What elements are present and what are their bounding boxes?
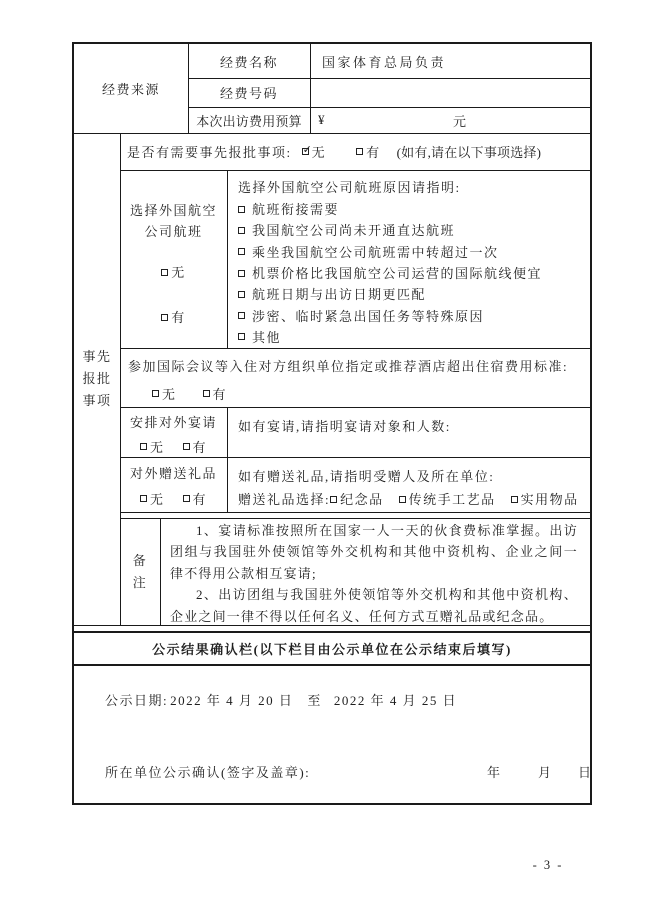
airline-reason-item: 机票价格比我国航空公司运营的国际航线便宜 — [238, 262, 590, 283]
checkbox-unchecked-icon — [356, 148, 363, 155]
banquet-options — [140, 437, 207, 456]
publicity-date-line — [105, 684, 585, 714]
airline-reasons-cell — [227, 170, 590, 348]
year-label: 年 — [487, 764, 502, 780]
hotel-options — [128, 384, 590, 403]
airline-label-line2: 公司航班 — [144, 224, 203, 239]
checkbox-unchecked-icon — [238, 291, 245, 298]
divider — [120, 512, 590, 513]
gifts-detail: 如有赠送礼品,请指明受赠人及所在单位: — [238, 469, 495, 484]
publicity-date-end: 2022 年 4 月 25 日 — [333, 692, 458, 708]
checkbox-unchecked-icon — [238, 227, 245, 234]
checkbox-unchecked-icon — [203, 390, 210, 397]
checkbox-unchecked-icon — [511, 496, 518, 503]
hotel-question: 参加国际会议等入住对方组织单位指定或推荐酒店超出住宿费用标准: — [128, 359, 569, 374]
airline-reason-item: 我国航空公司尚未开通直达航班 — [238, 219, 590, 240]
publicity-date-conjunction: 至 — [307, 692, 322, 708]
gifts-no-option: 无 — [140, 489, 165, 508]
banquet-no-option: 无 — [140, 437, 165, 456]
remarks-item-2: 2、出访团组与我国驻外使领馆等外交机构和其他中资机构、企业之间一律不得以任何名义、任何方式互赠礼品或纪念品。 — [170, 587, 578, 624]
hotel-yes-option: 有 — [203, 384, 228, 403]
need-note: (如有,请在以下事项选择) — [396, 145, 542, 160]
gift-option-handicraft: 传统手工艺品 — [399, 488, 496, 511]
gift-option-practical: 实用物品 — [511, 488, 579, 511]
hotel-no-option: 无 — [152, 384, 177, 403]
need-question: 是否有需要事先报批事项: — [127, 145, 292, 160]
remarks-text-cell — [160, 518, 590, 625]
banquet-yes-option: 有 — [183, 437, 208, 456]
gifts-options-noyes — [140, 489, 207, 508]
gifts-label-cell — [120, 457, 227, 512]
airline-reasons-title: 选择外国航空公司航班原因请指明: — [238, 180, 461, 195]
need-no-option: ✓ 无 — [302, 142, 327, 161]
divider — [74, 664, 590, 666]
gifts-yes-option: 有 — [183, 489, 208, 508]
airline-no-option: 无 — [161, 262, 186, 283]
checkbox-unchecked-icon — [399, 496, 406, 503]
checkbox-unchecked-icon — [183, 443, 190, 450]
airline-reason-item: 涉密、临时紧急出国任务等特殊原因 — [238, 304, 590, 325]
airline-label-line1: 选择外国航空 — [129, 203, 217, 218]
banquet-label-cell — [120, 407, 227, 457]
banquet-detail-cell: 如有宴请,请指明宴请对象和人数: — [238, 419, 451, 434]
checkbox-unchecked-icon — [330, 496, 337, 503]
checkbox-unchecked-icon — [238, 270, 245, 277]
funding-code-label: 经费号码 — [219, 86, 278, 101]
funding-budget-label: 本次出访费用预算 — [196, 113, 302, 129]
remarks-item-1: 1、宴请标准按照所在国家一人一天的伙食费标准掌握。出访团组与我国驻外使领馆等外交机构和其他中资机构、企业之间一律不得用公款相互宴请; — [170, 523, 578, 581]
funding-budget-value — [310, 107, 590, 133]
gifts-choices-label: 赠送礼品选择: — [238, 492, 331, 507]
airline-reason-item: 航班衔接需要 — [238, 198, 590, 219]
gifts-choices-line — [238, 488, 590, 511]
gift-option-souvenir: 纪念品 — [330, 488, 384, 511]
page-number: - 3 - — [532, 858, 564, 872]
currency-unit: 元 — [453, 113, 468, 129]
checkbox-unchecked-icon — [238, 248, 245, 255]
checkbox-unchecked-icon — [152, 390, 159, 397]
remarks-label: 备 注 — [132, 552, 148, 590]
airline-reason-item: 航班日期与出访日期更匹配 — [238, 283, 590, 304]
airline-reason-item: 乘坐我国航空公司航班需中转超过一次 — [238, 241, 590, 262]
funding-name-value: 国家体育总局负责 — [322, 54, 447, 70]
gifts-label: 对外赠送礼品 — [129, 466, 217, 481]
checkbox-unchecked-icon — [140, 495, 147, 502]
hotel-row — [120, 348, 590, 407]
publicity-confirm-label: 所在单位公示确认(签字及盖章): — [105, 764, 311, 780]
funding-name-label: 经费名称 — [219, 54, 278, 70]
airline-reason-item: 其他 — [238, 326, 590, 347]
airline-yes-option: 有 — [161, 307, 186, 328]
funding-source-label: 经费来源 — [101, 82, 160, 97]
checkbox-checked-icon — [302, 148, 309, 155]
banquet-label: 安排对外宴请 — [129, 415, 217, 430]
checkbox-unchecked-icon — [238, 312, 245, 319]
checkbox-unchecked-icon — [238, 206, 245, 213]
form-table — [72, 42, 592, 805]
need-yes-option: 有 — [356, 142, 381, 161]
pre-approval-section-label: 事先 报批 事项 — [82, 349, 112, 408]
checkbox-unchecked-icon — [161, 314, 168, 321]
gifts-detail-cell — [227, 457, 590, 512]
month-label: 月 — [538, 764, 553, 780]
funding-code-value — [310, 78, 590, 107]
checkbox-unchecked-icon — [161, 269, 168, 276]
checkbox-unchecked-icon — [183, 495, 190, 502]
publicity-date-label: 公示日期: — [105, 692, 169, 708]
need-pre-approval-row — [120, 133, 590, 170]
publicity-date-start: 2022 年 4 月 20 日 — [170, 692, 294, 708]
checkbox-unchecked-icon — [140, 443, 147, 450]
publicity-title: 公示结果确认栏(以下栏目由公示单位在公示结束后填写) — [152, 642, 512, 657]
airline-label-cell — [120, 170, 227, 348]
currency-symbol: ¥ — [318, 112, 326, 127]
day-label: 日 — [578, 764, 593, 780]
publicity-confirm-line — [105, 756, 593, 786]
checkbox-unchecked-icon — [238, 333, 245, 340]
